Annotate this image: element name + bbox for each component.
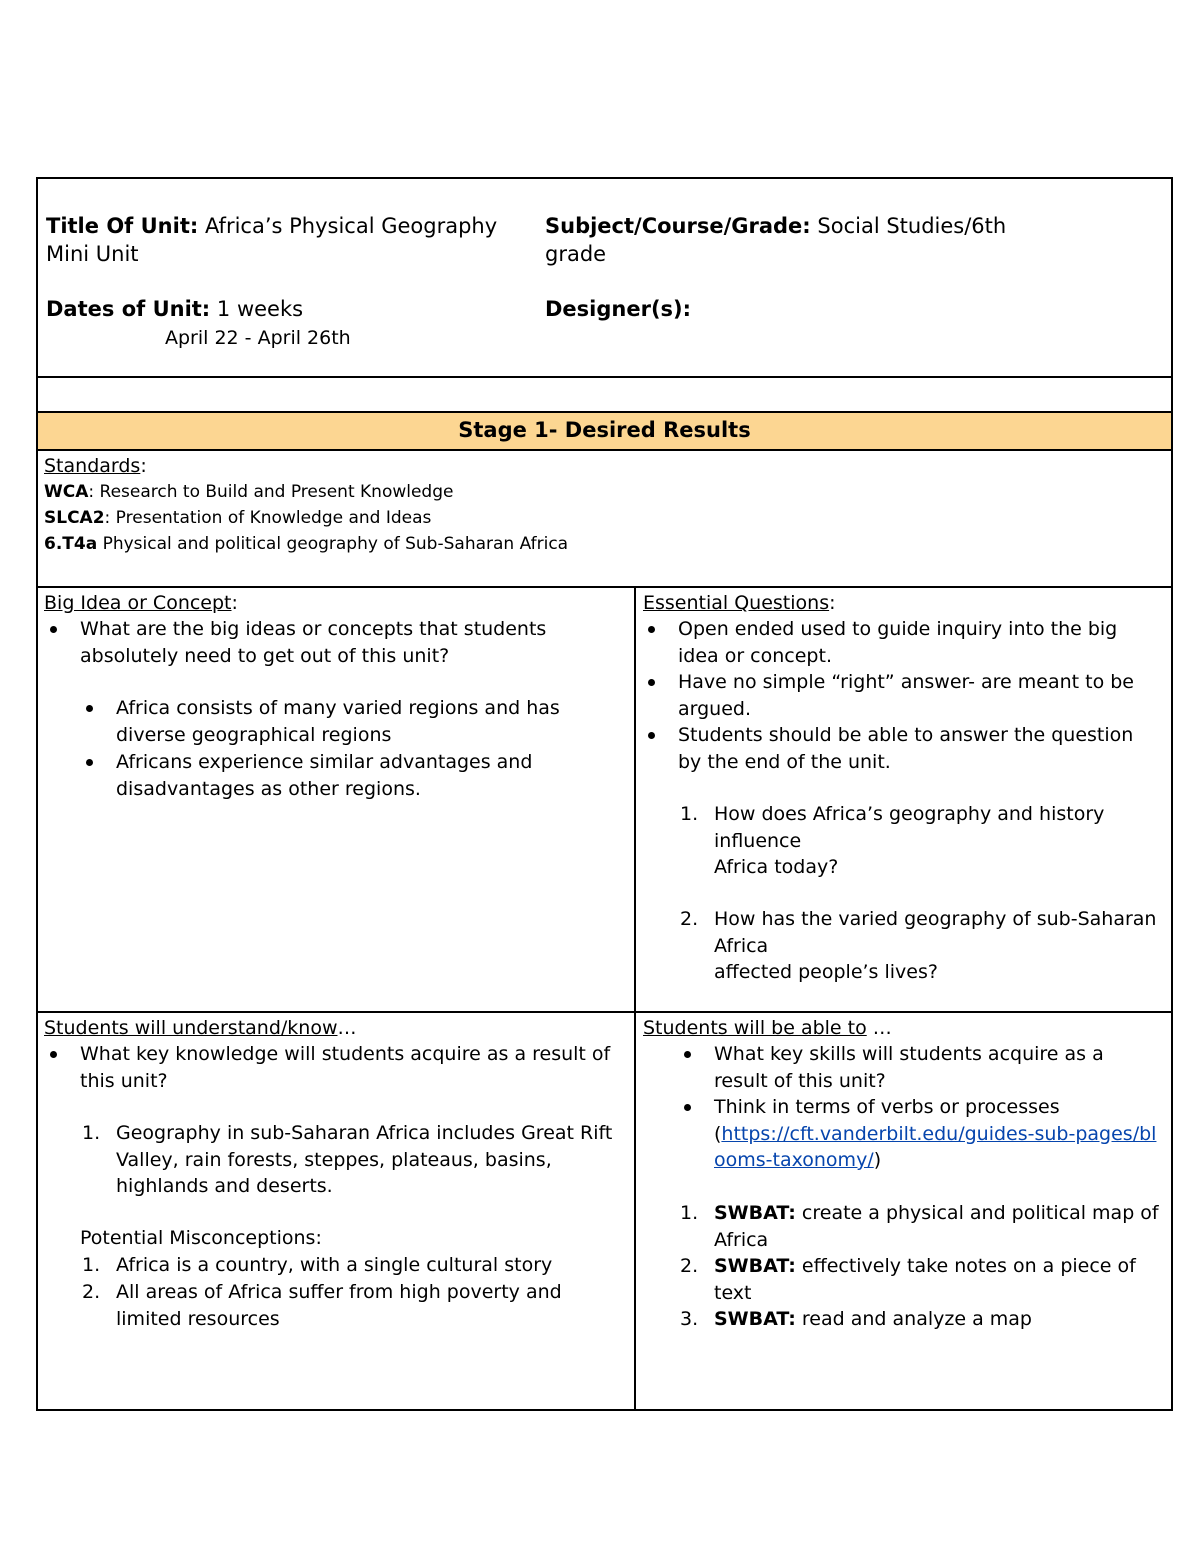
standard-item: 6.T4a Physical and political geography of Sub-Saharan Africa	[44, 534, 569, 554]
divider	[38, 449, 1171, 451]
big-idea-item: Africa consists of many varied regions and has diverse geographical regions	[116, 697, 560, 746]
essential-questions-bullet: Have no simple “right” answer- are meant to be argued.	[678, 671, 1134, 720]
misconception-item: Africa is a country, with a single cultural story	[116, 1254, 553, 1276]
list-number: 1.	[82, 1254, 101, 1276]
standard-item: WCA: Research to Build and Present Knowledge	[44, 482, 454, 502]
divider	[38, 376, 1171, 378]
skill-item: SWBAT: effectively take notes on a piece of text	[714, 1255, 1136, 1304]
essential-question: How has the varied geography of sub-Saharan Africa affected people’s lives?	[714, 908, 1157, 983]
misconceptions-label: Potential Misconceptions:	[80, 1227, 322, 1249]
column-divider	[634, 588, 636, 1409]
bullet-icon	[648, 732, 655, 739]
understand-label: Students will understand/know…	[44, 1017, 357, 1039]
skill-item: SWBAT: create a physical and political map of Africa	[714, 1202, 1159, 1251]
skill-item: SWBAT: read and analyze a map	[714, 1308, 1032, 1330]
bullet-icon	[50, 626, 57, 633]
bullet-icon	[684, 1051, 691, 1058]
list-number: 1.	[680, 1202, 699, 1224]
able-to-bullet: Think in terms of verbs or processes (https://cft.vanderbilt.edu/guides-sub-pages/bl ooms-taxonomy/)	[714, 1096, 1157, 1171]
bullet-icon	[86, 759, 93, 766]
stage-heading: Stage 1- Desired Results	[458, 418, 751, 442]
unit-title: Title Of Unit: Africa’s Physical Geography Mini Unit	[46, 214, 498, 266]
unit-plan-table	[36, 177, 1173, 1411]
essential-question: How does Africa’s geography and history influence Africa today?	[714, 803, 1105, 878]
bullet-icon	[648, 679, 655, 686]
bullet-icon	[684, 1104, 691, 1111]
list-number: 2.	[680, 1255, 699, 1277]
subject-course-grade: Subject/Course/Grade: Social Studies/6th grade	[545, 214, 1007, 266]
misconception-item: All areas of Africa suffer from high poverty and limited resources	[116, 1281, 562, 1330]
big-idea-prompt: What are the big ideas or concepts that students absolutely need to get out of this unit?	[80, 618, 547, 667]
standard-item: SLCA2: Presentation of Knowledge and Ideas	[44, 508, 432, 528]
list-number: 2.	[82, 1281, 101, 1303]
standards-label: Standards:	[44, 455, 147, 477]
designers: Designer(s):	[545, 297, 692, 321]
list-number: 1.	[680, 803, 699, 825]
bullet-icon	[50, 1051, 57, 1058]
list-number: 3.	[680, 1308, 699, 1330]
big-idea-item: Africans experience similar advantages and disadvantages as other regions.	[116, 751, 533, 800]
list-number: 2.	[680, 908, 699, 930]
list-number: 1.	[82, 1122, 101, 1144]
understand-prompt: What key knowledge will students acquire as a result of this unit?	[80, 1043, 611, 1092]
divider	[38, 1011, 1171, 1013]
bullet-icon	[648, 626, 655, 633]
able-to-bullet: What key skills will students acquire as a result of this unit?	[714, 1043, 1104, 1092]
essential-questions-bullet: Open ended used to guide inquiry into the big idea or concept.	[678, 618, 1118, 667]
unit-dates: Dates of Unit: 1 weeks	[46, 297, 304, 321]
bullet-icon	[86, 705, 93, 712]
standards-list	[44, 479, 568, 557]
essential-questions-bullet: Students should be able to answer the question by the end of the unit.	[678, 724, 1134, 773]
essential-questions-label: Essential Questions:	[643, 592, 836, 614]
divider	[38, 586, 1171, 588]
able-to-label: Students will be able to …	[643, 1017, 892, 1039]
understand-item: Geography in sub-Saharan Africa includes Great Rift Valley, rain forests, steppes, plateaus, basins, highlands and deserts.	[116, 1122, 613, 1197]
big-idea-label: Big Idea or Concept:	[44, 592, 238, 614]
blooms-taxonomy-link[interactable]: https://cft.vanderbilt.edu/guides-sub-pages/bl ooms-taxonomy/	[714, 1122, 1157, 1171]
date-range: April 22 - April 26th	[165, 327, 351, 349]
